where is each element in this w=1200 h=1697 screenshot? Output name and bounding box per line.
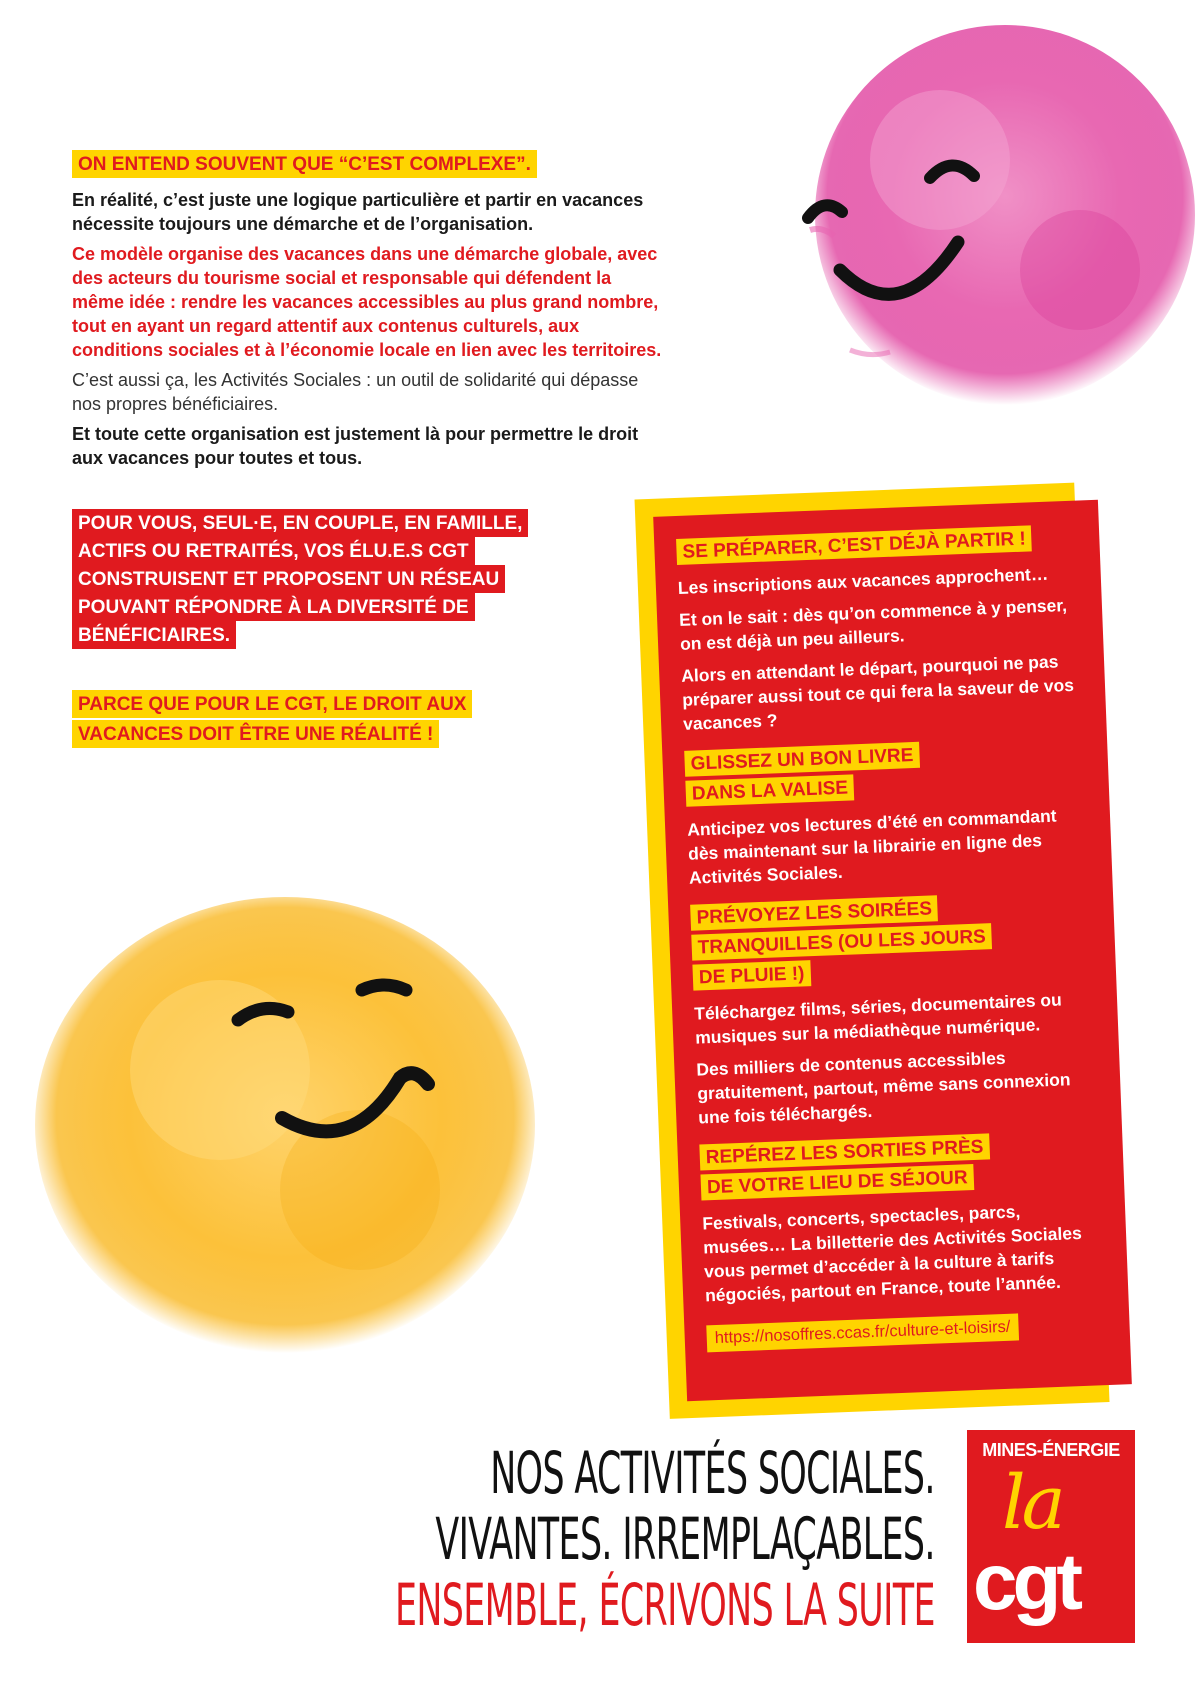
section-book-text: Anticipez vos lectures d’été en commandant dès maintenant sur la librairie en ligne des Activités Sociales. [686,805,1057,888]
section-outings-text: Festivals, concerts, spectacles, parcs, musées… La billetterie des Activités Sociales vous permet d’accéder à la culture à tarifs négociés, partout en France, toute l’année. [701,1201,1083,1306]
pink-smiley-blob [790,20,1200,440]
section-prepare-text-2: Et on le sait : dès qu’on commence à y penser, on est déjà un peu ailleurs. [678,595,1068,654]
slogan-line-1: NOS ACTIVITÉS SOCIALES. [490,1439,935,1507]
cgt-logo-wordmark: cgt [973,1537,1078,1626]
slogan-line-2: VIVANTES. IRREMPLAÇABLES. [435,1505,935,1573]
yellow-smiley-right-eye [362,985,406,990]
slogan-line-3: ENSEMBLE, ÉCRIVONS LA SUITE [395,1571,935,1639]
section-prepare-text-3: Alors en attendant le départ, pourquoi ne pas préparer aussi tout ce qui fera la saveur de vos vacances ? [680,651,1075,734]
section-evenings [690,891,1013,993]
section-evenings-text-2: Des milliers de contenus accessibles gratuitement, partout, même sans connexion une fois téléchargés. [696,1047,1071,1128]
section-outings [699,1132,1001,1203]
section-prepare [676,523,1084,736]
intro-paragraph-3: C’est aussi ça, les Activités Sociales : un outil de solidarité qui dépasse nos propres bénéficiaires. [72,370,639,414]
intro-heading: ON ENTEND SOUVENT QUE “C’EST COMPLEXE”. [72,150,537,178]
tips-card [635,481,1150,1419]
tips-card-red-panel [653,500,1132,1401]
section-evenings-title: PRÉVOYEZ LES SOIRÉES TRANQUILLES (OU LES JOURS DE PLUIE !) [690,895,992,990]
cgt-logo-union: MINES-ÉNERGIE [982,1440,1120,1460]
cgt-logo [967,1430,1135,1643]
section-book-title: GLISSEZ UN BON LIVRE DANS LA VALISE [684,742,920,807]
cgt-logo-script: la [1002,1460,1062,1546]
intro-paragraph-4: Et toute cette organisation est justement là pour permettre le droit aux vacances pour toutes et tous. [72,424,639,468]
culture-loisirs-link[interactable]: https://nosoffres.ccas.fr/culture-et-loisirs/ [706,1313,1019,1352]
intro-paragraph-1: En réalité, c’est juste une logique particulière et partir en vacances nécessite toujours une démarche et de l’organisation. [72,190,644,234]
intro-heading-wrap [72,150,662,180]
section-prepare-text-1: Les inscriptions aux vacances approchent… [677,563,1049,598]
intro-paragraph-2: Ce modèle organise des vacances dans une démarche globale, avec des acteurs du tourisme social et responsable qui défendent la même idée : rendre les vacances accessibles au plus grand nombre, tout en ayant un regard attentif aux contenus culturels, aux conditions sociales et à l’économie locale en lien avec les territoires. [72,244,662,360]
yellow-smiley-blob [20,890,540,1360]
callout-red: POUR VOUS, SEUL·E, EN COUPLE, EN FAMILLE, ACTIFS OU RETRAITÉS, VOS ÉLU.E.S CGT CONSTRUISENT ET PROPOSENT UN RÉSEAU POUVANT RÉPONDRE À LA DIVERSITÉ DE BÉNÉFICIAIRES. [72,509,528,649]
callout-red-wrap [72,510,542,650]
section-evenings-text-1: Téléchargez films, séries, documentaires ou musiques sur la médiathèque numérique. [693,989,1063,1048]
footer-slogan [395,1440,935,1638]
intro-column [72,150,662,750]
section-outings-title: REPÉREZ LES SORTIES PRÈS DE VOTRE LIEU DE SÉJOUR [699,1133,989,1200]
callout-yellow-wrap [72,690,512,750]
section-prepare-title: SE PRÉPARER, C’EST DÉJÀ PARTIR ! [676,525,1032,565]
callout-yellow: PARCE QUE POUR LE CGT, LE DROIT AUX VACANCES DOIT ÊTRE UNE RÉALITÉ ! [72,690,472,748]
section-book [684,740,936,810]
